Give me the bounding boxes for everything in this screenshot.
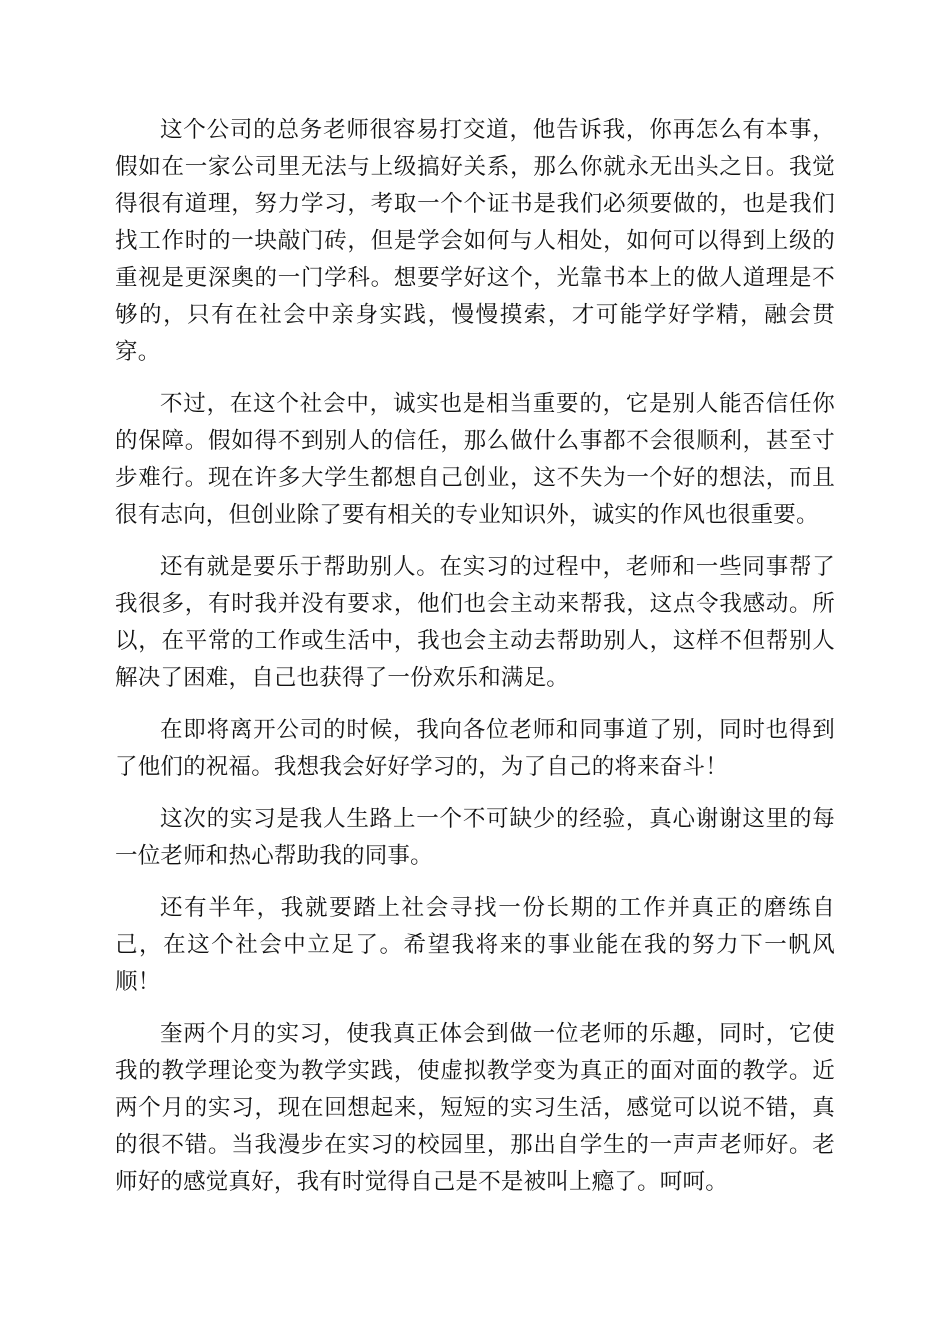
document-page [115, 112, 835, 1216]
paragraph-6: 还有半年，我就要踏上社会寻找一份长期的工作并真正的磨练自己，在这个社会中立足了。希望我将来的事业能在我的努力下一帆风顺！ [115, 895, 835, 995]
paragraph-1: 这个公司的总务老师很容易打交道，他告诉我，你再怎么有本事，假如在一家公司里无法与上级搞好关系，那么你就永无出头之日。我觉得很有道理，努力学习，考取一个个证书是我们必须要做的，也是我们找工作时的一块敲门砖，但是学会如何与人相处，如何可以得到上级的重视是更深奥的一门学科。想要学好这个，光靠书本上的做人道理是不够的，只有在社会中亲身实践，慢慢摸索，才可能学好学精，融会贯穿。 [115, 117, 835, 365]
paragraph-4: 在即将离开公司的时候，我向各位老师和同事道了别，同时也得到了他们的祝福。我想我会好好学习的，为了自己的将来奋斗！ [115, 717, 835, 780]
paragraph-5: 这次的实习是我人生路上一个不可缺少的经验，真心谢谢这里的每一位老师和热心帮助我的同事。 [115, 806, 835, 869]
paragraph-7: 奎两个月的实习，使我真正体会到做一位老师的乐趣，同时，它使我的教学理论变为教学实践，使虚拟教学变为真正的面对面的教学。近两个月的实习，现在回想起来，短短的实习生活，感觉可以说不错，真的很不错。当我漫步在实习的校园里，那出自学生的一声声老师好。老师好的感觉真好，我有时觉得自己是不是被叫上瘾了。呵呵。 [115, 1021, 835, 1195]
paragraph-2: 不过，在这个社会中，诚实也是相当重要的，它是别人能否信任你的保障。假如得不到别人的信任，那么做什么事都不会很顺利，甚至寸步难行。现在许多大学生都想自己创业，这不失为一个好的想法，而且很有志向，但创业除了要有相关的专业知识外，诚实的作风也很重要。 [115, 391, 835, 528]
paragraph-3: 还有就是要乐于帮助别人。在实习的过程中，老师和一些同事帮了我很多，有时我并没有要求，他们也会主动来帮我，这点令我感动。所以，在平常的工作或生活中，我也会主动去帮助别人，这样不但帮别人解决了困难，自己也获得了一份欢乐和满足。 [115, 554, 835, 691]
